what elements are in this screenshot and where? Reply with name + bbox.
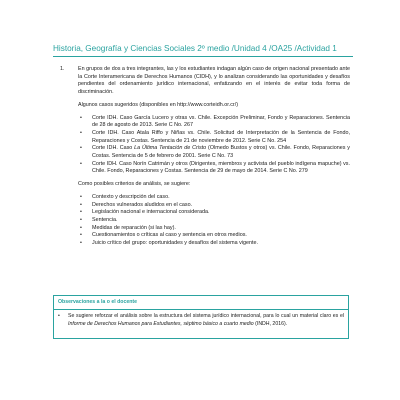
list-item: • Derechos vulnerados aludidos en el caso.: [80, 201, 193, 208]
bullet-icon: •: [80, 160, 82, 167]
activity-item: [60, 66, 350, 97]
bullet-icon: •: [80, 232, 82, 239]
bullet-icon: •: [80, 145, 82, 152]
teacher-notes-title: Observaciones a la o el docente: [58, 299, 137, 305]
bullet-icon: •: [80, 193, 82, 200]
case-title-italic: La Última Tentación de Cristo: [134, 145, 207, 152]
bullet-icon: •: [80, 240, 82, 247]
cases-heading: Algunos casos sugeridos (disponibles en http://www.corteidh.or.cr/): [78, 101, 239, 108]
list-item: • Corte IDH. Caso La Última Tentación de Cristo (Olmedo Bustos y otros) vs. Chile. Fondo, Reparaciones y Costas. Sentencia de 5 de febrero de 2001. Serie C No. 73: [80, 145, 351, 160]
teacher-notes-item: [58, 313, 344, 328]
list-item: • Legislación nacional e internacional considerada.: [80, 209, 210, 216]
list-item: • Corte IDH. Caso García Lucero y otras vs. Chile. Excepción Preliminar, Fondo y Reparaciones. Sentencia de 28 de agosto de 2013. Serie C No. 267: [80, 114, 350, 129]
title-divider: [53, 56, 353, 57]
activity-body: [60, 66, 350, 248]
list-item: • Medidas de reparación (si las hay).: [80, 224, 176, 231]
bullet-icon: •: [80, 209, 82, 216]
list-item: • Contexto y descripción del caso.: [80, 193, 170, 200]
list-item: • Juicio crítico del grupo: oportunidades y desafíos del sistema vigente.: [80, 240, 259, 247]
teacher-notes-text: Se sugiere reforzar el análisis sobre la estructura del sistema jurídico internacional, para lo cual un material claro es el Informe de Derechos Humanos para Estudiantes, séptimo básico a cuarto medio (INDH, 2016).: [68, 313, 344, 327]
page-title: Historia, Geografía y Ciencias Sociales 2º medio /Unidad 4 /OA25 /Actividad 1: [53, 44, 337, 53]
cases-list: [60, 115, 350, 177]
activity-intro: En grupos de dos a tres integrantes, las y los estudiantes indagan algún caso de origen nacional presentado ante la Corte Interamericana de Derechos Humanos (CIDH), y lo analizan considerando las oportunidades y desafíos pendientes del ordenamiento jurídico internacional, enfatizando en el interés de evitar toda forma de discriminación.: [78, 66, 350, 96]
bullet-icon: •: [80, 114, 82, 121]
activity-number: 1.: [60, 66, 65, 72]
list-item: • Cuestionamientos o críticas al caso y sentencia en otros medios.: [80, 232, 247, 239]
list-item: • Corte IDH. Caso Norín Catrimán y otros (Dirigentes, miembros y activista del pueblo indígena mapuche) vs. Chile. Fondo, Reparaciones y Costas. Sentencia de 29 de mayo de 2014. Serie C No. 279: [80, 160, 350, 175]
teacher-notes-box: [53, 295, 349, 339]
report-title-italic: Informe de Derechos Humanos para Estudiantes, séptimo básico a cuarto medio: [68, 320, 254, 327]
criteria-list: [60, 194, 350, 248]
bullet-icon: •: [80, 201, 82, 208]
bullet-icon: •: [80, 129, 82, 136]
bullet-icon: •: [80, 224, 82, 231]
bullet-icon: •: [58, 313, 60, 320]
teacher-notes-divider: [54, 309, 348, 310]
bullet-icon: •: [80, 216, 82, 223]
criteria-heading: Como posibles criterios de análisis, se sugiere:: [78, 181, 191, 188]
list-item: • Corte IDH. Caso Atala Riffo y Niñas vs. Chile. Solicitud de Interpretación de la Sentencia de Fondo, Reparaciones y Costas. Sentencia de 21 de noviembre de 2012. Serie C No. 254: [80, 129, 350, 144]
list-item: • Sentencia.: [80, 216, 118, 223]
